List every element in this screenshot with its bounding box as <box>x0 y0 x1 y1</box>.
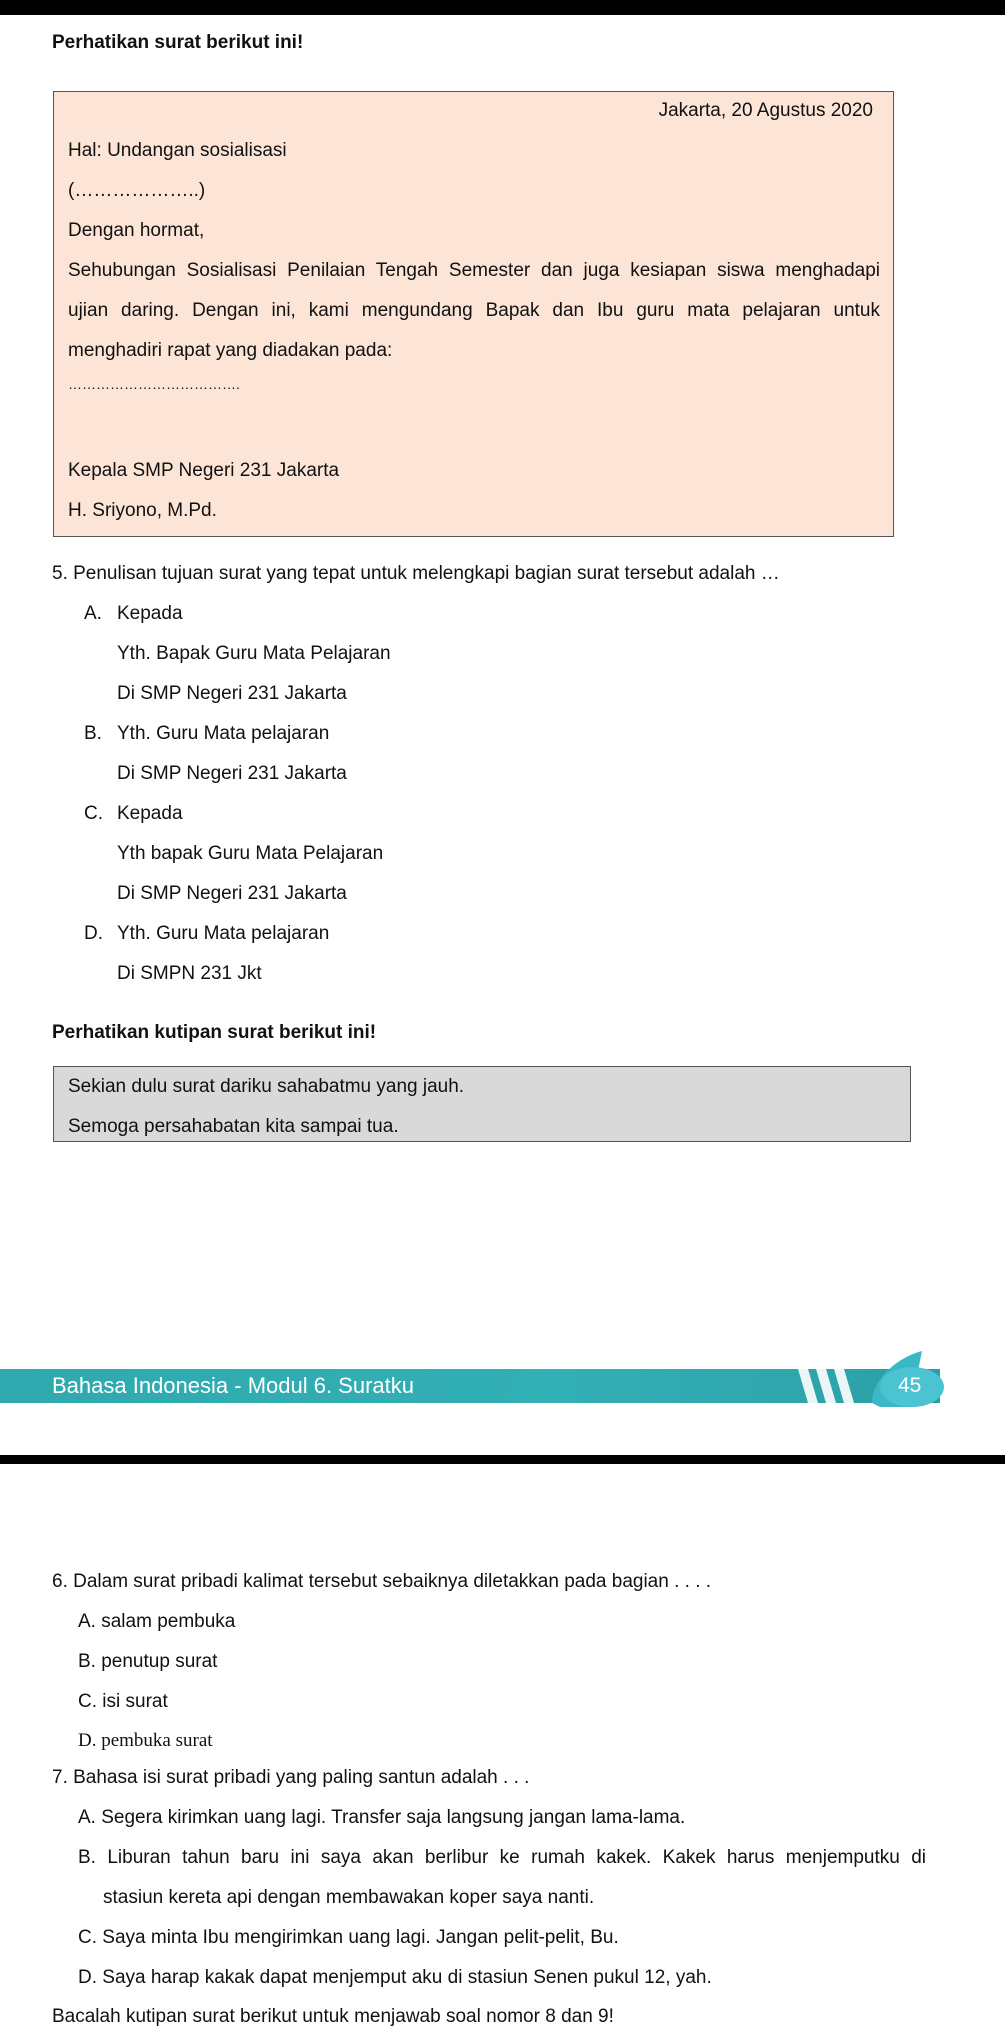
letter-sender-title: Kepala SMP Negeri 231 Jakarta <box>68 460 340 481</box>
letter-subject: Hal: Undangan sosialisasi <box>68 140 287 161</box>
option-line: C. Saya minta Ibu mengirimkan uang lagi. Jangan pelit-pelit, Bu. <box>78 1927 619 1948</box>
question-5: 5. Penulisan tujuan surat yang tepat untuk melengkapi bagian surat tersebut adalah … <box>52 563 780 584</box>
option-line: Di SMP Negeri 231 Jakarta <box>117 683 347 704</box>
instruction-heading-2: Perhatikan kutipan surat berikut ini! <box>52 1022 377 1043</box>
option-letter: C. <box>84 803 103 824</box>
instruction-heading-3: Bacalah kutipan surat berikut untuk menjawab soal nomor 8 dan 9! <box>52 2006 614 2027</box>
letter-dots: ………………………………. <box>68 376 240 392</box>
letter-body-line: ujian daring. Dengan ini, kami mengundang Bapak dan Ibu guru mata pelajaran untuk <box>68 300 880 321</box>
option-line: A. Segera kirimkan uang lagi. Transfer saja langsung jangan lama-lama. <box>78 1807 686 1828</box>
page-number: 45 <box>898 1374 922 1397</box>
letter-body-line: Sehubungan Sosialisasi Penilaian Tengah Semester dan juga kesiapan siswa menghadapi <box>68 260 880 281</box>
letter-body-line: menghadiri rapat yang diadakan pada: <box>68 340 393 361</box>
option-line: Di SMP Negeri 231 Jakarta <box>117 883 347 904</box>
option-line: stasiun kereta api dengan membawakan koper saya nanti. <box>103 1887 595 1908</box>
letter-box <box>53 91 894 537</box>
option-line: Yth. Guru Mata pelajaran <box>117 923 330 944</box>
option-letter: D. <box>84 923 103 944</box>
letter-greeting: Dengan hormat, <box>68 220 205 241</box>
option-item: C. isi surat <box>78 1691 168 1712</box>
option-item: D. pembuka surat <box>78 1730 213 1751</box>
option-line: B. Liburan tahun baru ini saya akan berlibur ke rumah kakek. Kakek harus menjemputku di <box>78 1847 926 1868</box>
option-line: Yth bapak Guru Mata Pelajaran <box>117 843 384 864</box>
question-7: 7. Bahasa isi surat pribadi yang paling santun adalah . . . <box>52 1767 530 1788</box>
option-line: Kepada <box>117 603 183 624</box>
option-letter: A. <box>84 603 102 624</box>
option-item: A. salam pembuka <box>78 1611 236 1632</box>
question-6: 6. Dalam surat pribadi kalimat tersebut sebaiknya diletakkan pada bagian . . . . <box>52 1571 712 1592</box>
quote-line: Sekian dulu surat dariku sahabatmu yang jauh. <box>68 1076 465 1097</box>
option-line: Yth. Bapak Guru Mata Pelajaran <box>117 643 391 664</box>
option-line: D. Saya harap kakak dapat menjemput aku di stasiun Senen pukul 12, yah. <box>78 1967 712 1988</box>
option-item: B. penutup surat <box>78 1651 218 1672</box>
footer-title: Bahasa Indonesia - Modul 6. Suratku <box>52 1373 415 1398</box>
quote-box <box>53 1066 911 1142</box>
page-separator <box>0 1455 1005 1464</box>
option-line: Di SMP Negeri 231 Jakarta <box>117 763 347 784</box>
letter-addressee-blank: (………………..) <box>68 180 206 201</box>
letter-date: Jakarta, 20 Agustus 2020 <box>658 100 873 121</box>
page-top-border <box>0 0 1005 15</box>
letter-sender-name: H. Sriyono, M.Pd. <box>68 500 217 521</box>
option-line: Di SMPN 231 Jkt <box>117 963 262 984</box>
instruction-heading: Perhatikan surat berikut ini! <box>52 32 304 53</box>
option-line: Yth. Guru Mata pelajaran <box>117 723 330 744</box>
footer-decoration-icon <box>780 1347 950 1407</box>
quote-line: Semoga persahabatan kita sampai tua. <box>68 1116 399 1137</box>
option-letter: B. <box>84 723 102 744</box>
option-line: Kepada <box>117 803 183 824</box>
